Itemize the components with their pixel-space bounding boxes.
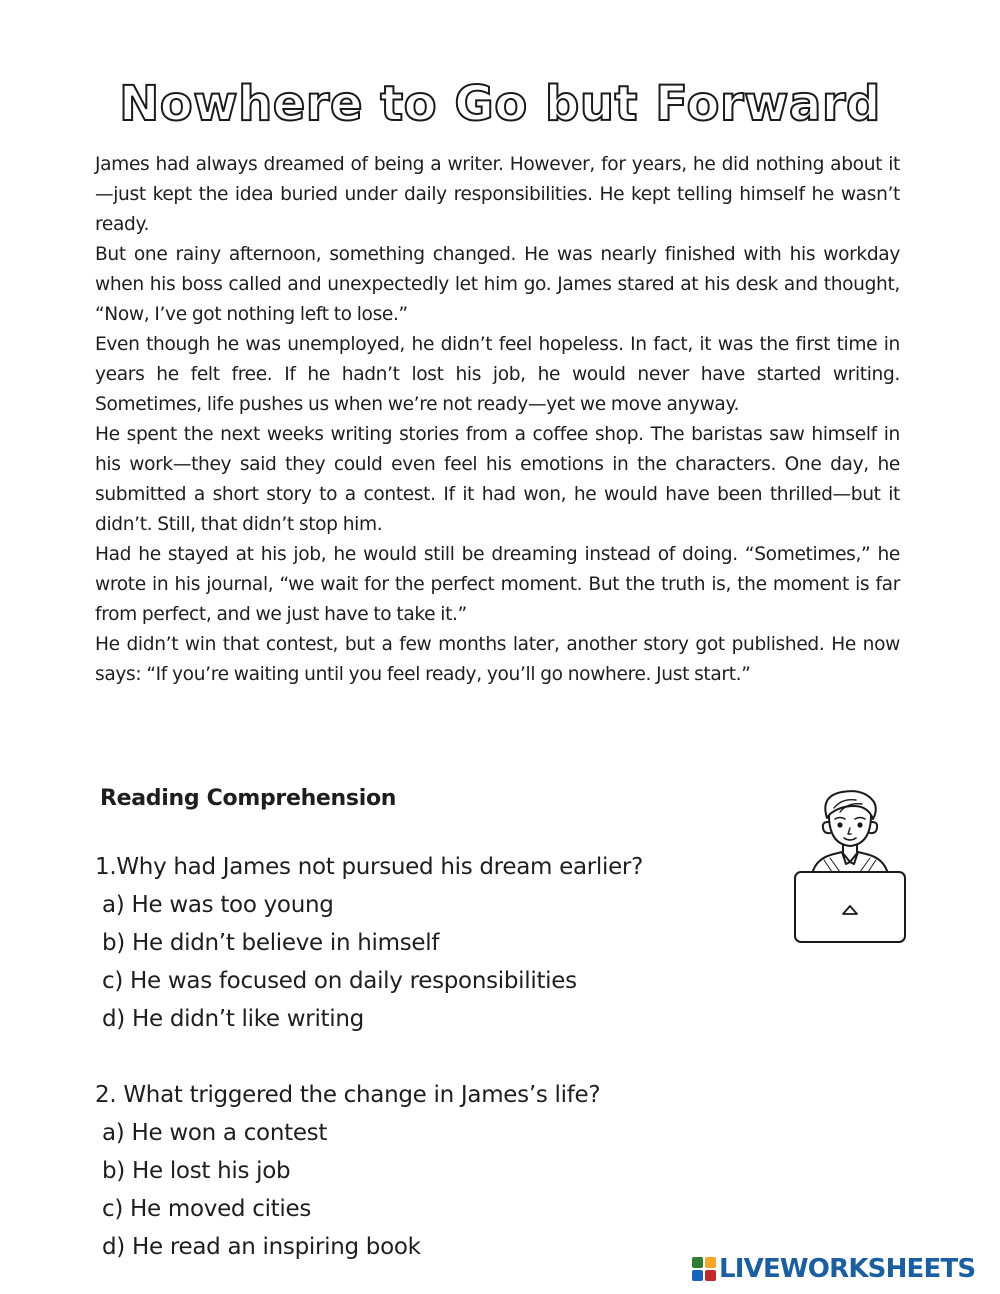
- answer-option[interactable]: d) He read an inspiring book: [102, 1234, 421, 1260]
- section-heading: Reading Comprehension: [100, 786, 397, 811]
- story-paragraph: Even though he was unemployed, he didn’t feel hopeless. In fact, it was the first time in years he felt free. If he hadn’t lost his job, he would never have started writing. Sometimes, life pushes us when we’re not ready—yet we move anyway.: [95, 334, 900, 415]
- answer-option[interactable]: c) He moved cities: [102, 1196, 312, 1222]
- question-2: [95, 1076, 795, 1266]
- story-paragraph: He didn’t win that contest, but a few months later, another story got published. He now says: “If you’re waiting until you feel ready, you’ll go nowhere. Just start.”: [95, 634, 900, 685]
- story-paragraph: But one rainy afternoon, something changed. He was nearly finished with his workday when his boss called and unexpectedly let him go. James stared at his desk and thought, “Now, I’ve got nothing left to lose.”: [95, 244, 900, 325]
- liveworksheets-brand: [692, 1252, 975, 1286]
- story-text: [95, 150, 900, 690]
- liveworksheets-logo-icon: [692, 1257, 716, 1281]
- answer-option[interactable]: d) He didn’t like writing: [102, 1006, 364, 1032]
- page-title: Nowhere to Go but Forward: [119, 76, 881, 132]
- answer-option[interactable]: b) He didn’t believe in himself: [102, 930, 440, 956]
- answer-option[interactable]: b) He lost his job: [102, 1158, 291, 1184]
- story-paragraph: James had always dreamed of being a writer. However, for years, he did nothing about it—just kept the idea buried under daily responsibilities. He kept telling himself he wasn’t ready.: [95, 154, 900, 235]
- story-paragraph: He spent the next weeks writing stories from a coffee shop. The baristas saw himself in his work—they said they could even feel his emotions in the characters. One day, he submitted a short story to a contest. If it had won, he would have been thrilled—but it didn’t. Still, that didn’t stop him.: [95, 424, 900, 535]
- answer-option[interactable]: c) He was focused on daily responsibilities: [102, 968, 577, 994]
- brand-name: LIVEWORKSHEETS: [719, 1254, 976, 1284]
- person-at-laptop-icon: [790, 788, 910, 948]
- question-text: 2. What triggered the change in James’s life?: [95, 1082, 601, 1108]
- question-1: [95, 848, 795, 1038]
- story-paragraph: Had he stayed at his job, he would still be dreaming instead of doing. “Sometimes,” he wrote in his journal, “we wait for the perfect moment. But the truth is, the moment is far from perfect, and we just have to take it.”: [95, 544, 900, 625]
- answer-option[interactable]: a) He won a contest: [102, 1120, 328, 1146]
- question-text: 1.Why had James not pursued his dream earlier?: [95, 854, 643, 880]
- answer-option[interactable]: a) He was too young: [102, 892, 334, 918]
